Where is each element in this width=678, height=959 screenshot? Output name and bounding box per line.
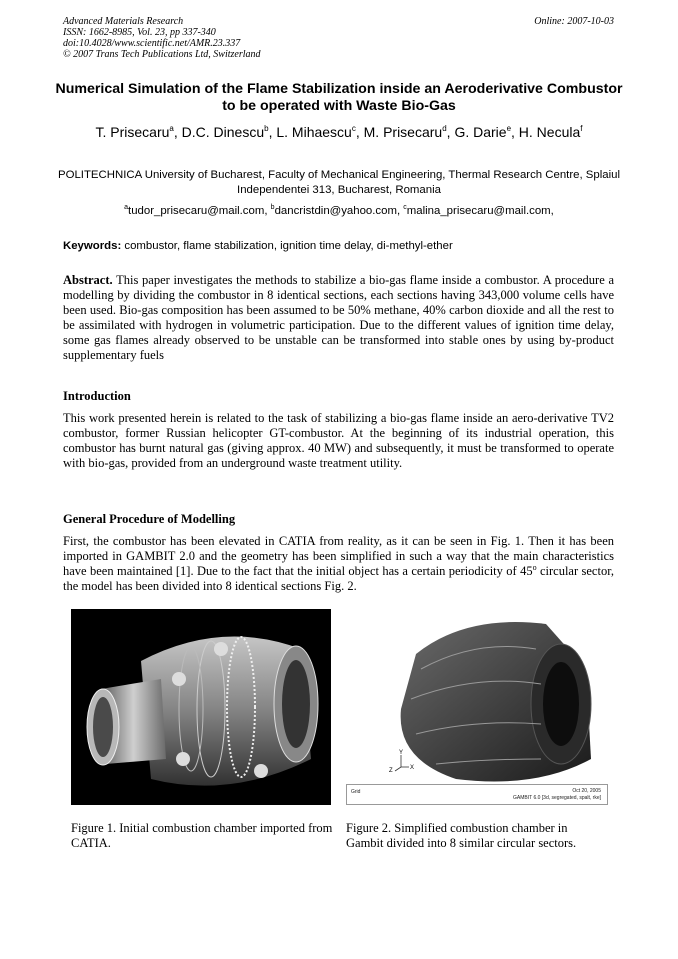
journal-name: Advanced Materials Research [63,16,184,27]
author-list: T. Prisecaru$^a$, D.C. Dinescu$^b$, L. Mihaescu$^c$, M. Prisecaru$^d$, G. Darie$^e$, H. Necula$^f$ [95,124,583,140]
journal-copyright: © 2007 Trans Tech Publications Ltd, Switzerland [63,49,261,60]
journal-header [63,16,261,60]
author: M. Prisecaru$^d$ [363,124,447,140]
abstract-label: Abstract. [63,273,113,287]
paper-title: Numerical Simulation of the Flame Stabilization inside an Aeroderivative Combustor to be operated with Waste Bio-Gas [55,81,623,114]
x-axis-label: X [410,765,415,771]
author: T. Prisecaru$^a$ [95,124,174,140]
author: H. Necula$^f$ [518,124,583,140]
gambit-status-left: Grid [351,789,361,795]
procedure-text: First, the combustor has been elevated in CATIA from reality, as it can be seen in Fig. 1. Then it has been imported in GAMBIT 2.0 and the geometry has been simplified in such a way that the main characteristics have been maintained [1]. Due to the fact that the initial object has a certain periodicity of 45$^o$ circular sector, the model has been divided into 8 identical sections Fig. 2. [63,534,614,593]
figure-2-caption: Figure 2. Simplified combustion chamber in Gambit divided into 8 similar circular sectors. [346,821,577,850]
keywords [63,239,453,253]
combustor-catia-render [71,609,331,805]
keywords-label: Keywords: [63,240,122,252]
gambit-status-date: Oct 20, 2005 [572,788,601,794]
figure-2-image [346,609,608,805]
email[interactable]: $^b$dancristdin@yahoo.com [270,204,397,217]
journal-doi: doi:10.4028/www.scientific.net/AMR.23.337 [63,38,241,49]
journal-issn: ISSN: 1662-8985, Vol. 23, pp 337-340 [63,27,216,38]
gambit-status-software: GAMBIT 6.0 [3d, segregated, spalt, rke] [512,795,601,801]
email[interactable]: $^c$malina_prisecaru@mail.com [403,204,551,217]
author: L. Mihaescu$^c$ [276,124,356,140]
abstract [63,273,614,363]
section-heading-introduction: Introduction [63,389,131,403]
introduction-text: This work presented herein is related to the task of stabilizing a bio-gas flame inside an aero-derivative TV2 combustor, former Russian helicopter GT-combustor. At the beginning of its industrial operation, this combustor has burnt natural gas (giving approx. 40 MW) and subsequently, it must be transformed to operate with bio-gas, provided from an underground waste treatment utility. [63,411,614,470]
author: G. Darie$^e$ [454,124,512,140]
online-date: Online: 2007-10-03 [534,16,614,27]
email[interactable]: $^a$tudor_prisecaru@mail.com [124,204,265,217]
author-emails: $^a$tudor_prisecaru@mail.com, $^b$dancristdin@yahoo.com, $^c$malina_prisecaru@mail.com, [124,204,554,217]
combustor-gambit-render [346,609,608,805]
z-axis-label: Z [389,768,393,774]
figure-1-caption: Figure 1. Initial combustion chamber imported from CATIA. [71,821,333,850]
section-heading-procedure: General Procedure of Modelling [63,512,236,526]
author: D.C. Dinescu$^b$ [181,124,269,140]
abstract-text: This paper investigates the methods to stabilize a bio-gas flame inside a combustor. A procedure a modelling by dividing the combustor in 8 identical sections, each sections having 343,000 volume cells have been used. Bio-gas composition has been assumed to be 50% methane, 40% carbon dioxide and all the rest to be assimilated with hydrogen in volumetric participation. Due to the different values of ignition time delay, some gas flames already observed to be unstable can be transformed into stable ones by using by-product supplementary fuels [63,273,614,362]
keywords-text: combustor, flame stabilization, ignition time delay, di-methyl-ether [124,240,453,252]
affiliation: POLITECHNICA University of Bucharest, Faculty of Mechanical Engineering, Thermal Research Centre, Splaiul Independentei 313, Bucharest, Romania [58,169,620,196]
figure-1-image [71,609,331,805]
gambit-status-bar [346,784,608,805]
y-axis-label: Y [399,750,404,756]
